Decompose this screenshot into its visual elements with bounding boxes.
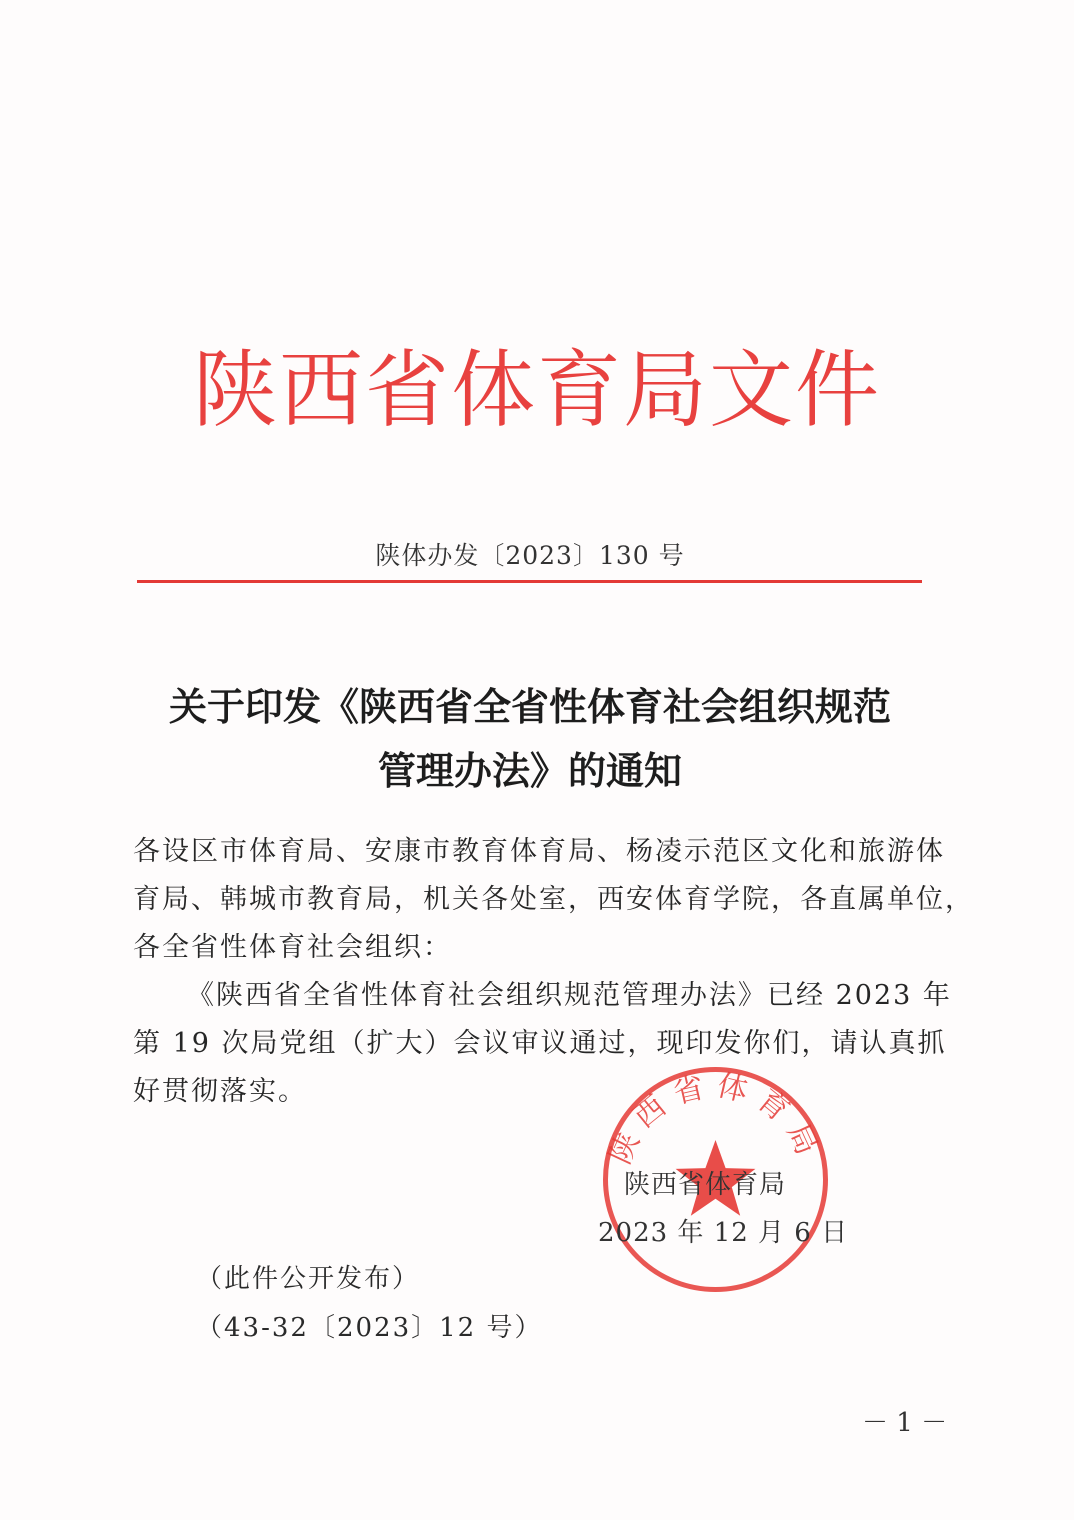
body-line-2: 第 19 次局党组（扩大）会议审议通过，现印发你们，请认真抓 bbox=[133, 1028, 947, 1059]
red-divider-line bbox=[137, 580, 922, 583]
notice-title bbox=[100, 675, 960, 803]
notice-title-line-2: 管理办法》的通知 bbox=[377, 748, 682, 793]
addressee-line-2: 育局、韩城市教育局，机关各处室，西安体育学院，各直属单位， bbox=[133, 884, 974, 915]
addressee-line-3: 各全省性体育社会组织： bbox=[133, 932, 452, 963]
seal-text: 陕西省体育局 bbox=[602, 1068, 829, 1170]
addressee-block bbox=[133, 828, 974, 972]
body-line-1: 《陕西省全省性体育社会组织规范管理办法》已经 2023 年 bbox=[187, 980, 952, 1011]
document-number: 陕体办发〔2023〕130 号 bbox=[375, 541, 685, 570]
issuer-name: 陕西省体育局 bbox=[624, 1170, 787, 1200]
body-line-3: 好贯彻落实。 bbox=[133, 1076, 307, 1107]
notice-title-line-1: 关于印发《陕西省全省性体育社会组织规范 bbox=[168, 684, 891, 729]
issue-date: 2023 年 12 月 6 日 bbox=[598, 1218, 849, 1248]
page-number: － 1 － bbox=[862, 1408, 948, 1438]
reference-code: （43-32〔2023〕12 号） bbox=[196, 1313, 543, 1343]
masthead-title: 陕西省体育局文件 bbox=[192, 341, 881, 439]
publication-note: （此件公开发布） bbox=[196, 1264, 421, 1294]
addressee-line-1: 各设区市体育局、安康市教育体育局、杨凌示范区文化和旅游体 bbox=[133, 836, 945, 867]
